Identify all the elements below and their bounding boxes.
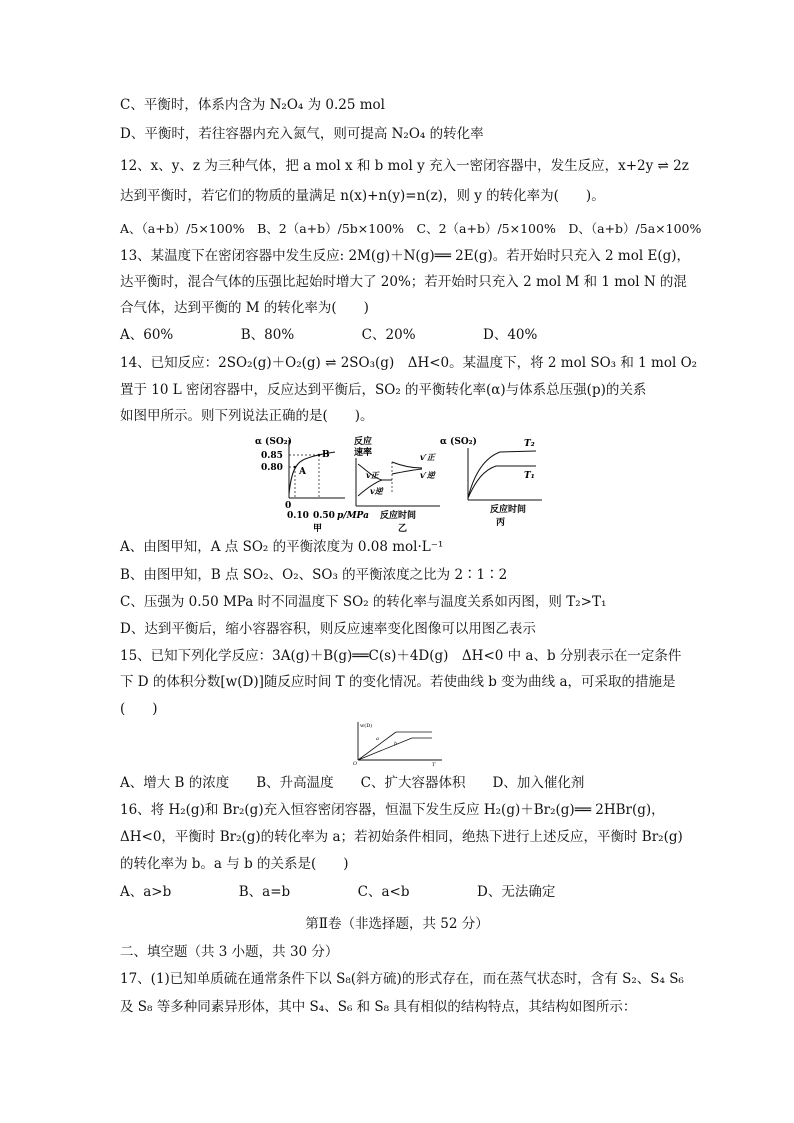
option-c-line: C、平衡时，体系内含为 N₂O₄ 为 0.25 mol <box>120 97 386 113</box>
question-14-option-b: B、由图甲知，B 点 SO₂、O₂、SO₃ 的平衡浓度之比为 2∶1∶2 <box>120 567 508 583</box>
question-17-stem: 17、(1)已知单质硫在通常条件下以 S₈(斜方硫)的形式存在，而在蒸气状态时，含有 S₂、S₄ S₆ <box>120 971 684 987</box>
jia-point-b: B <box>322 450 330 460</box>
jia-point-a: A <box>299 467 306 477</box>
jia-ylabel: α (SO₂) <box>255 437 292 447</box>
question-14-stem: 14、已知反应：2SO₂(g)＋O₂(g) ⇌ 2SO₃(g) ΔH<0。某温度下，将 2 mol SO₃ 和 1 mol O₂ <box>120 355 698 371</box>
question-13-stem-2: 达平衡时，混合气体的压强比起始时增大了 20%；若开始时只充入 2 mol M 和 1 mol N 的混 <box>120 274 687 290</box>
figure-yi <box>352 434 444 534</box>
bing-t2: T₂ <box>524 439 535 449</box>
part-two-heading: 第Ⅱ卷（非选择题，共 52 分） <box>305 916 489 932</box>
question-15-options: A、增大 B 的浓度 B、升高温度 C、扩大容器体积 D、加入催化剂 <box>120 775 585 791</box>
question-12-stem: 12、x、y、z 为三种气体，把 a mol x 和 b mol y 充入一密闭容器中，发生反应，x+2y ⇌ 2z <box>120 158 689 174</box>
question-14-option-c: C、压强为 0.50 MPa 时不同温度下 SO₂ 的转化率与温度关系如丙图，则 T₂>T₁ <box>120 594 607 610</box>
yi-vfwd: v正 <box>366 470 379 480</box>
jia-xtick-050: 0.50 <box>313 511 335 521</box>
jia-origin: 0 <box>285 501 292 511</box>
question-12-stem-2: 达到平衡时，若它们的物质的量满足 n(x)+n(y)=n(z)，则 y 的转化率为( )。 <box>120 188 605 204</box>
jia-xunit: p/MPa <box>337 511 369 521</box>
yi-vrev: v逆 <box>370 486 383 496</box>
bing-xlabel: 反应时间 <box>490 505 527 515</box>
question-14-option-a: A、由图甲知，A 点 SO₂ 的平衡浓度为 0.08 mol·L⁻¹ <box>120 539 444 555</box>
question-13-stem-3: 合气体，达到平衡的 M 的转化率为( ) <box>120 300 369 316</box>
question-13-options: A、60% B、80% C、20% D、40% <box>120 327 538 343</box>
bing-caption: 丙 <box>496 518 506 528</box>
question-17-stem-2: 及 S₈ 等多种同素异形体，其中 S₄、S₆ 和 S₈ 具有相似的结构特点，其结构如图所示： <box>120 999 637 1015</box>
section-two-heading: 二、填空题（共 3 小题，共 30 分） <box>120 944 339 960</box>
yi-caption: 乙 <box>398 524 408 534</box>
question-16-stem-2: ΔH<0，平衡时 Br₂(g)的转化率为 a；若初始条件相同，绝热下进行上述反应，平衡时 Br₂(g) <box>120 829 683 845</box>
yi-xlabel: 反应时间 <box>380 511 417 521</box>
question-14-stem-2: 置于 10 L 密闭容器中，反应达到平衡后，SO₂ 的平衡转化率(α)与体系总压强(p)的关系 <box>120 382 647 398</box>
question-15-stem: 15、已知下列化学反应：3A(g)＋B(g)══C(s)＋4D(g) ΔH<0 中 a、b 分别表示在一定条件 <box>120 648 682 664</box>
question-16-stem-3: 的转化率为 b。a 与 b 的关系是( ) <box>120 856 349 872</box>
q15-origin: O <box>353 761 358 767</box>
question-15-stem-2: 下 D 的体积分数[w(D)]随反应时间 T 的变化情况。若使曲线 b 变为曲线 a，可采取的措施是 <box>120 674 676 690</box>
q15-ylabel: w(D) <box>360 723 373 729</box>
question-12-options: A、（a+b）/5×100% B、2（a+b）/5b×100% C、2（a+b）/5×100% D、（a+b）/5a×100% <box>120 221 702 236</box>
jia-xtick-010: 0.10 <box>287 511 309 521</box>
option-d-line: D、平衡时，若往容器内充入氮气，则可提高 N₂O₄ 的转化率 <box>120 126 484 142</box>
yi-vrev2: v′逆 <box>420 470 435 480</box>
figure-jia <box>255 434 369 534</box>
question-14-stem-3: 如图甲所示。则下列说法正确的是( )。 <box>120 408 374 424</box>
yi-ylabel-1: 反应 <box>354 437 373 447</box>
q15-curve-b: b <box>394 741 398 747</box>
question-15-stem-3: ( ) <box>120 701 158 717</box>
bing-t1: T₁ <box>524 471 535 481</box>
question-14-option-d: D、达到平衡后，缩小容器容积，则反应速率变化图像可以用图乙表示 <box>120 621 536 637</box>
yi-ylabel-2: 速率 <box>354 448 373 458</box>
bing-ylabel: α (SO₂) <box>440 437 477 447</box>
question-16-options: A、a>b B、a=b C、a<b D、无法确定 <box>120 884 556 900</box>
q15-curve-a: a <box>376 736 379 742</box>
q15-xlabel: T <box>432 762 436 768</box>
jia-caption: 甲 <box>313 524 323 534</box>
figure-bing <box>438 434 548 534</box>
question-13-stem: 13、某温度下在密闭容器中发生反应: 2M(g)＋N(g)══ 2E(g)。若开始时只充入 2 mol E(g)， <box>120 248 690 264</box>
figure-q15 <box>348 718 446 768</box>
yi-vfwd2: v′正 <box>420 452 435 462</box>
question-16-stem: 16、将 H₂(g)和 Br₂(g)充入恒容密闭容器，恒温下发生反应 H₂(g)＋Br₂(g)══ 2HBr(g)， <box>120 802 665 818</box>
jia-ytick-085: 0.85 <box>261 451 283 461</box>
jia-ytick-080: 0.80 <box>261 463 283 473</box>
